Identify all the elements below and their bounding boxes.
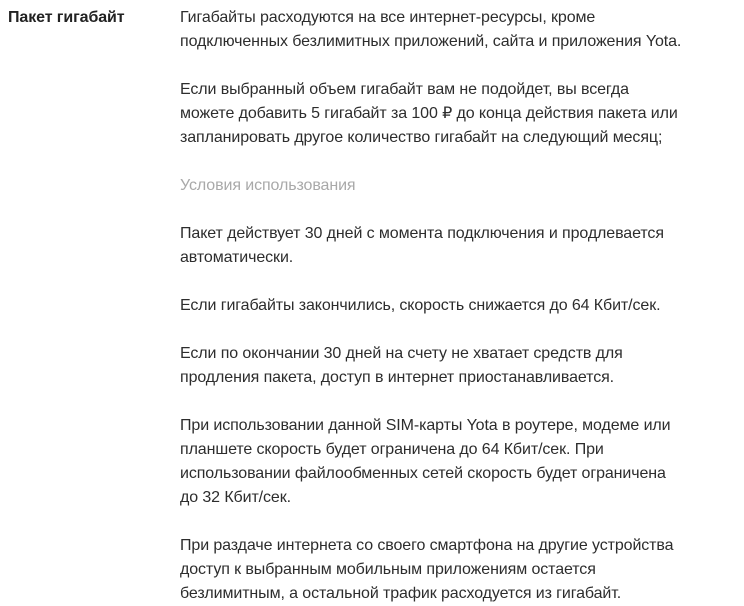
term-paragraph-2: Если гигабайты закончились, скорость снижается до 64 Кбит/сек. (180, 297, 661, 314)
section-label-column (8, 6, 180, 30)
section-content-column (180, 6, 682, 606)
term-paragraph-1: Пакет действует 30 дней с момента подключения и продлевается автоматически. (180, 225, 664, 266)
intro-paragraph-1: Гигабайты расходуются на все интернет-ресурсы, кроме подключенных безлимитных приложений, сайта и приложения Yota. (180, 9, 682, 50)
section-title: Пакет гигабайт (8, 9, 125, 26)
term-paragraph-3: Если по окончании 30 дней на счету не хватает средств для продления пакета, доступ в интернет приостанавливается. (180, 345, 623, 386)
intro-paragraph-2: Если выбранный объем гигабайт вам не подойдет, вы всегда можете добавить 5 гигабайт за 100 ₽ до конца действия пакета или запланировать другое количество гигабайт на следующий месяц; (180, 81, 678, 146)
term-paragraph-4: При использовании данной SIM-карты Yota в роутере, модеме или планшете скорость будет ограничена до 64 Кбит/сек. При использовании файлообменных сетей скорость будет ограничена до 32 Кбит/сек. (180, 417, 671, 506)
terms-of-use-subheading: Условия использования (180, 177, 356, 194)
term-paragraph-5: При раздаче интернета со своего смартфона на другие устройства доступ к выбранным мобильным приложениям остается безлимитным, а остальной трафик расходуется из гигабайт. (180, 537, 674, 602)
